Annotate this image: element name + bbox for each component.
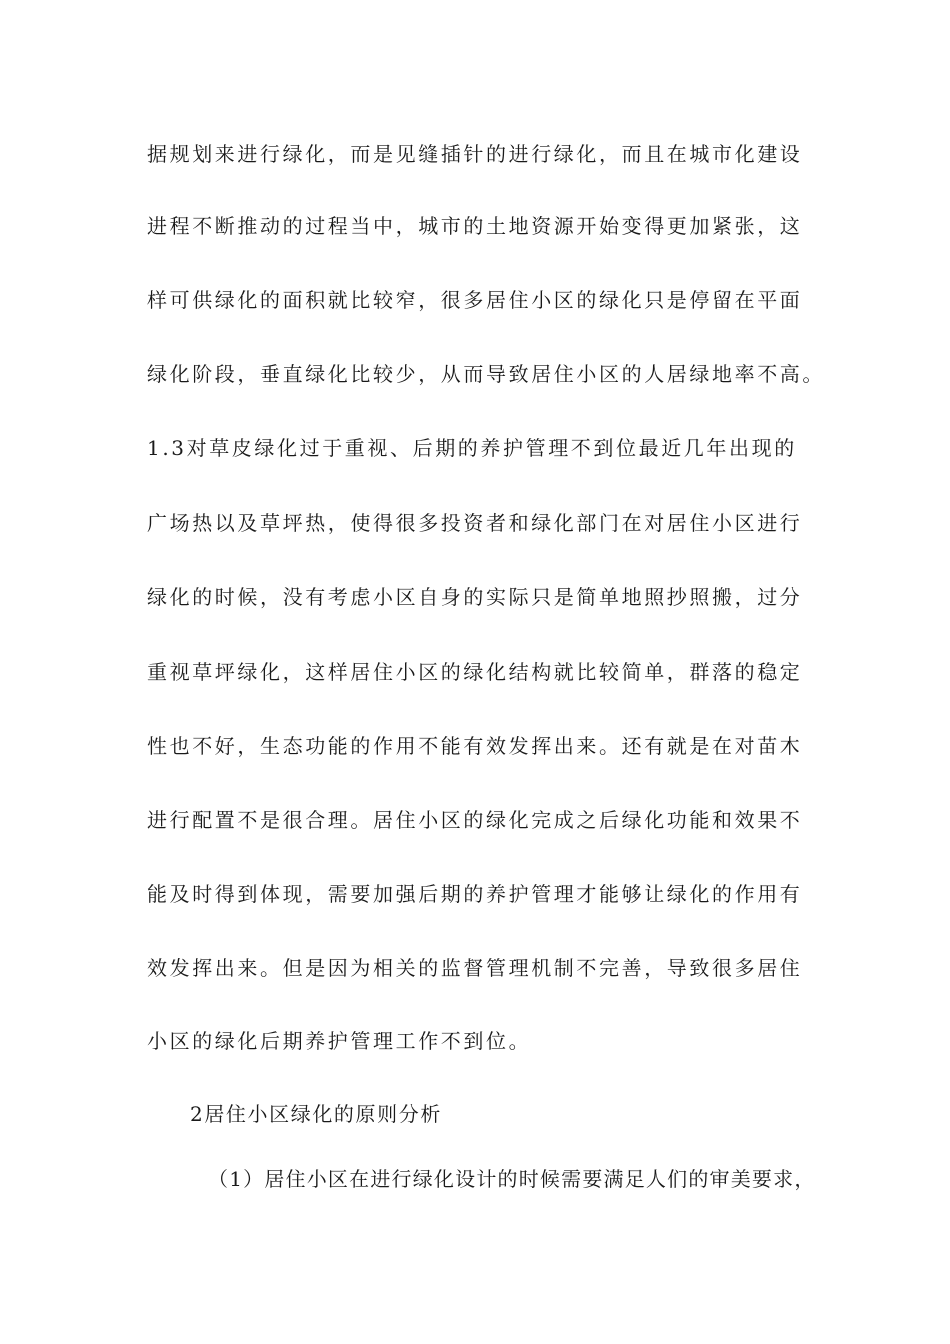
paragraph-line: 广场热以及草坪热，使得很多投资者和绿化部门在对居住小区进行: [147, 511, 803, 535]
paragraph-line: 重视草坪绿化，这样居住小区的绿化结构就比较简单，群落的稳定: [147, 660, 803, 684]
list-item: （1）居住小区在进行绿化设计的时候需要满足人们的审美要求，: [208, 1167, 816, 1191]
paragraph-line: 绿化的时候，没有考虑小区自身的实际只是简单地照抄照搬，过分: [147, 585, 803, 609]
section-heading: 2居住小区绿化的原则分析: [190, 1102, 442, 1126]
paragraph-line: 进行配置不是很合理。居住小区的绿化完成之后绿化功能和效果不: [147, 808, 803, 832]
paragraph-line: 性也不好，生态功能的作用不能有效发挥出来。还有就是在对苗木: [147, 734, 803, 758]
paragraph-line: 效发挥出来。但是因为相关的监督管理机制不完善，导致很多居住: [147, 956, 803, 980]
paragraph-line: 进程不断推动的过程当中，城市的土地资源开始变得更加紧张，这: [147, 214, 803, 238]
paragraph-line: 1.3对草皮绿化过于重视、后期的养护管理不到位最近几年出现的: [147, 436, 797, 460]
paragraph-line: 据规划来进行绿化，而是见缝插针的进行绿化，而且在城市化建设: [147, 142, 803, 166]
paragraph-line: 小区的绿化后期养护管理工作不到位。: [147, 1029, 532, 1053]
paragraph-line: 能及时得到体现，需要加强后期的养护管理才能够让绿化的作用有: [147, 882, 803, 906]
paragraph-line: 绿化阶段，垂直绿化比较少，从而导致居住小区的人居绿地率不高。: [147, 362, 825, 386]
paragraph-line: 样可供绿化的面积就比较窄，很多居住小区的绿化只是停留在平面: [147, 288, 803, 312]
